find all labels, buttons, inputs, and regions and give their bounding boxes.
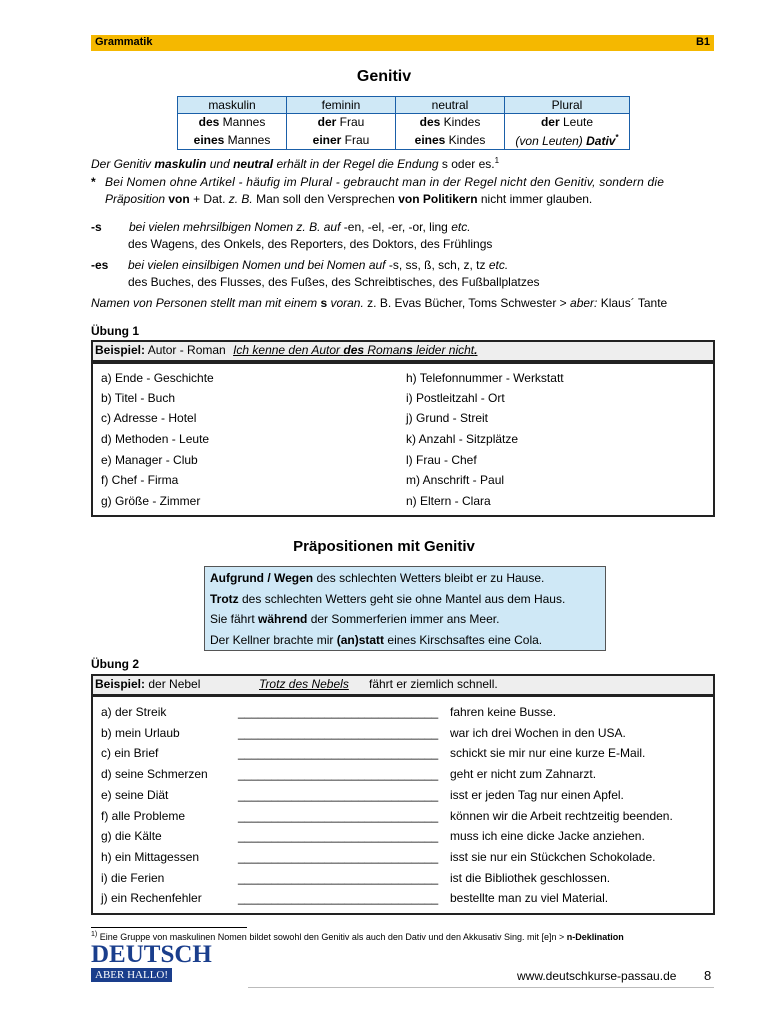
- col-maskulin: maskulin: [178, 97, 287, 114]
- exercise2-cue: j) ein Rechenfehler: [101, 891, 202, 905]
- header-bar: [91, 35, 714, 51]
- exercise2-answer-blank[interactable]: ______________________________: [238, 891, 439, 905]
- exercise2-sentence-end: können wir die Arbeit rechtzeitig beenden.: [450, 809, 673, 823]
- exercise2-example-answer: Trotz des Nebels: [259, 677, 349, 691]
- names-rule: Namen von Personen stellt man mit einem s voran. z. B. Evas Bücher, Toms Schwester > aber: Klaus´ Tante: [91, 296, 668, 310]
- exercise2-answer-blank[interactable]: ______________________________: [238, 788, 439, 802]
- exercise2-sentence-end: isst sie nur ein Stückchen Schokolade.: [450, 850, 656, 864]
- col-plural: Plural: [505, 97, 630, 114]
- exercise1-item: l) Frau - Chef: [406, 453, 477, 467]
- exercise2-answer-blank[interactable]: ______________________________: [238, 850, 439, 864]
- exercise2-answer-blank[interactable]: ______________________________: [238, 809, 439, 823]
- exercise2-sentence-end: schickt sie mir nur eine kurze E-Mail.: [450, 746, 646, 760]
- cell-p1: der Leute: [505, 114, 630, 131]
- exercise2-sentence-end: isst er jeden Tag nur einen Apfel.: [450, 788, 624, 802]
- cell-m1: des Mannes: [178, 114, 287, 131]
- prep-line-1: Aufgrund / Wegen des schlechten Wetters bleibt er zu Hause.: [210, 571, 545, 585]
- exercise2-sentence-end: geht er nicht zum Zahnarzt.: [450, 767, 597, 781]
- exercise2-answer-blank[interactable]: ______________________________: [238, 767, 439, 781]
- page-title: Genitiv: [356, 68, 412, 85]
- exercise1-item: i) Postleitzahl - Ort: [406, 391, 505, 405]
- exercise1-item: m) Anschrift - Paul: [406, 473, 505, 487]
- exercise2-cue: h) ein Mittagessen: [101, 850, 200, 864]
- section-label: Grammatik: [95, 36, 153, 48]
- cell-f1: der Frau: [287, 114, 396, 131]
- exercise1-example: Beispiel: Autor - Roman Ich kenne den Autor des Romans leider nicht.: [91, 340, 715, 362]
- exercise1-item: a) Ende - Geschichte: [101, 371, 214, 385]
- exercise2-cue: d) seine Schmerzen: [101, 767, 208, 781]
- cell-f2: einer Frau: [287, 130, 396, 150]
- prepositions-examples: [204, 566, 606, 651]
- prep-line-4: Der Kellner brachte mir (an)statt eines Kirschsaftes eine Cola.: [210, 632, 543, 647]
- es-ending-rule: -es bei vielen einsilbigen Nomen und bei Nomen auf -s, ss, ß, sch, z, tz etc.: [91, 258, 509, 272]
- exercise2-cue: g) die Kälte: [101, 829, 162, 843]
- footnote-divider: [91, 927, 247, 928]
- plural-note: * Bei Nomen ohne Artikel - häufig im Plural - gebraucht man in der Regel nicht den Genitiv, sondern die: [91, 175, 665, 189]
- exercise2-cue: i) die Ferien: [101, 871, 165, 885]
- exercise2-cue: f) alle Probleme: [101, 809, 186, 823]
- col-feminin: feminin: [287, 97, 396, 114]
- genitive-table: [177, 96, 630, 150]
- exercise1-item: g) Größe - Zimmer: [101, 494, 201, 508]
- prep-line-2: Trotz des schlechten Wetters geht sie ohne Mantel aus dem Haus.: [210, 591, 566, 606]
- cell-p2: (von Leuten) Dativ*: [505, 130, 630, 150]
- exercise2-example: Beispiel: der Nebel Trotz des Nebels fährt er ziemlich schnell.: [91, 674, 715, 696]
- exercise2-answer-blank[interactable]: ______________________________: [238, 726, 439, 740]
- exercise2-cue: c) ein Brief: [101, 746, 159, 760]
- cell-n1: des Kindes: [396, 114, 505, 131]
- exercise2-cue: a) der Streik: [101, 705, 167, 719]
- prepositions-title: Präpositionen mit Genitiv: [293, 538, 475, 555]
- page-number: 8: [704, 968, 712, 983]
- exercise2-cue: e) seine Diät: [101, 788, 169, 802]
- exercise1-item: f) Chef - Firma: [101, 473, 179, 487]
- exercise2-answer-blank[interactable]: ______________________________: [238, 705, 439, 719]
- es-ending-examples: des Buches, des Flusses, des Fußes, des Schreibtisches, des Fußballplatzes: [128, 275, 540, 289]
- exercise2-sentence-end: war ich drei Wochen in den USA.: [450, 726, 626, 740]
- exercise1-item: j) Grund - Streit: [406, 411, 489, 425]
- exercise1-item: h) Telefonnummer - Werkstatt: [406, 371, 564, 385]
- level-label: B1: [695, 36, 710, 48]
- exercise2-sentence-end: muss ich eine dicke Jacke anziehen.: [450, 829, 645, 843]
- exercise2-answer-blank[interactable]: ______________________________: [238, 871, 439, 885]
- exercise1-item: n) Eltern - Clara: [406, 494, 491, 508]
- genitive-rule: Der Genitiv maskulin und neutral erhält in der Regel die Endung s oder es.$^1$: [91, 156, 500, 171]
- exercise2-sentence-end: ist die Bibliothek geschlossen.: [450, 871, 611, 885]
- logo: DEUTSCH ABER HALLO!: [91, 941, 212, 981]
- prep-line-3: Sie fährt während der Sommerferien immer ans Meer.: [210, 612, 500, 626]
- exercise2-answer-blank[interactable]: ______________________________: [238, 829, 439, 843]
- exercise1-item: k) Anzahl - Sitzplätze: [406, 432, 519, 446]
- exercise2-sentence-end: bestellte man zu viel Material.: [450, 891, 609, 905]
- s-ending-examples: des Wagens, des Onkels, des Reporters, des Doktors, des Frühlings: [128, 237, 493, 251]
- plural-note-line2: Präposition von + Dat. z. B. Man soll den Versprechen von Politikern nicht immer glauben.: [105, 192, 593, 206]
- s-ending-rule: -s bei vielen mehrsilbigen Nomen z. B. auf -en, -el, -er, -or, ling etc.: [91, 220, 471, 234]
- exercise2-answer-blank[interactable]: ______________________________: [238, 746, 439, 760]
- exercise2-title: Übung 2: [91, 657, 139, 671]
- footer-url: www.deutschkurse-passau.de: [517, 969, 677, 983]
- cell-n2: eines Kindes: [396, 130, 505, 150]
- exercise2-cue: b) mein Urlaub: [101, 726, 180, 740]
- exercise2-sentence-end: fahren keine Busse.: [450, 705, 557, 719]
- exercise1-item: d) Methoden - Leute: [101, 432, 210, 446]
- exercise1-item: b) Titel - Buch: [101, 391, 176, 405]
- exercise1-item: c) Adresse - Hotel: [101, 411, 197, 425]
- exercise1-item: e) Manager - Club: [101, 453, 198, 467]
- footer-divider: [248, 987, 714, 988]
- footnote: $^{1)}$ Eine Gruppe von maskulinen Nomen bildet sowohl den Genitiv als auch den Dativ und den Akkusativ Sing. mit [e]n > n-Deklination: [91, 931, 624, 942]
- cell-m2: eines Mannes: [178, 130, 287, 150]
- exercise1-title: Übung 1: [91, 324, 139, 338]
- col-neutral: neutral: [396, 97, 505, 114]
